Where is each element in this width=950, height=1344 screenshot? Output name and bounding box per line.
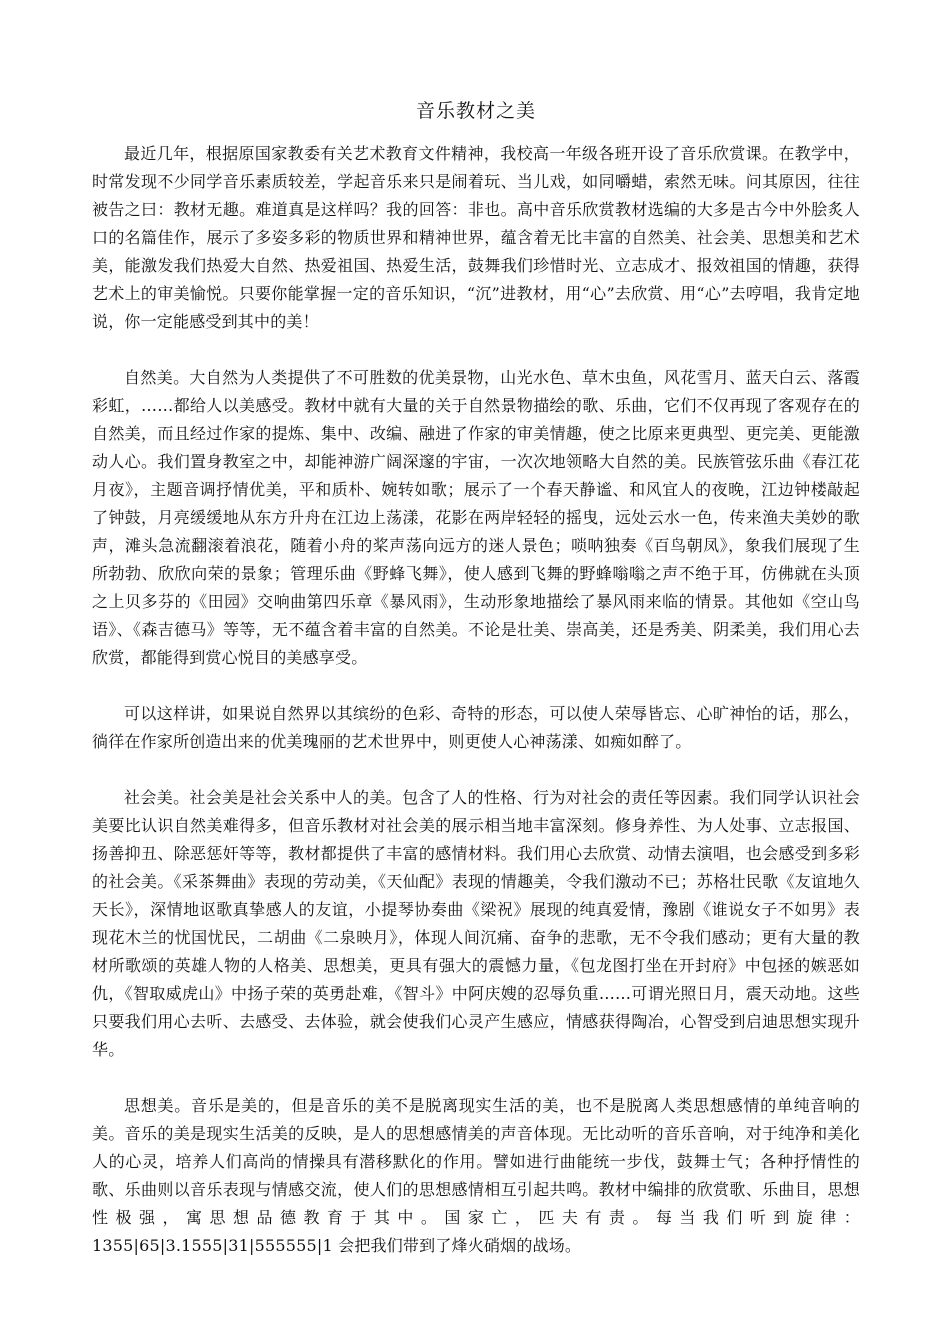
paragraph-thought-beauty: 思想美。音乐是美的，但是音乐的美不是脱离现实生活的美，也不是脱离人类思想感情的单纯音响的美。音乐的美是现实生活美的反映，是人的思想感情美的声音体现。无比动听的音乐音响，对于纯净和美化人的心灵，培养人们高尚的情操具有潜移默化的作用。譬如进行曲能统一步伐，鼓舞士气；各种抒情性的歌、乐曲则以音乐表现与情感交流，使人们的思想感情相互引起共鸣。教材中编排的欣赏歌、乐曲目，思想性极强，寓思想品德教育于其中。国家亡，匹夫有责。每当我们听到旋律：1355|65|3.1555|31|555555|1 会把我们带到了烽火硝烟的战场。 <box>92 1096 860 1255</box>
paragraph-art-world: 可以这样讲，如果说自然界以其缤纷的色彩、奇特的形态，可以使人荣辱皆忘、心旷神怡的话，那么，徜徉在作家所创造出来的优美瑰丽的艺术世界中，则更使人心神荡漾、如痴如醉了。 <box>92 704 860 751</box>
document-page <box>92 96 860 1288</box>
paragraph-social-beauty: 社会美。社会美是社会关系中人的美。包含了人的性格、行为对社会的责任等因素。我们同学认识社会美要比认识自然美难得多，但音乐教材对社会美的展示相当地丰富深刻。修身养性、为人处事、立志报国、扬善抑丑、除恶惩奸等等，教材都提供了丰富的感情材料。我们用心去欣赏、动情去演唱，也会感受到多彩的社会美。《采茶舞曲》表现的劳动美，《天仙配》表现的情趣美，令我们激动不已；苏格壮民歌《友谊地久天长》，深情地讴歌真挚感人的友谊，小提琴协奏曲《梁祝》展现的纯真爱情，豫剧《谁说女子不如男》表现花木兰的忧国忧民，二胡曲《二泉映月》，体现人间沉痛、奋争的悲歌，无不令我们感动；更有大量的教材所歌颂的英雄人物的人格美、思想美，更具有强大的震憾力量，《包龙图打坐在开封府》中包拯的嫉恶如仇，《智取威虎山》中扬子荣的英勇赴难，《智斗》中阿庆嫂的忍辱负重……可谓光照日月，震天动地。这些只要我们用心去听、去感受、去体验，就会使我们心灵产生感应，情感获得陶冶，心智受到启迪思想实现升华。 <box>92 788 860 1059</box>
document-title: 音乐教材之美 <box>415 100 536 122</box>
paragraph-intro: 最近几年，根据原国家教委有关艺术教育文件精神，我校高一年级各班开设了音乐欣赏课。在教学中，时常发现不少同学音乐素质较差，学起音乐来只是闹着玩、当儿戏，如同嚼蜡，索然无味。问其原因，往往被告之曰：教材无趣。难道真是这样吗？我的回答：非也。高中音乐欣赏教材选编的大多是古今中外脍炙人口的名篇佳作，展示了多姿多彩的物质世界和精神世界，蕴含着无比丰富的自然美、社会美、思想美和艺术美，能激发我们热爱大自然、热爱祖国、热爱生活，鼓舞我们珍惜时光、立志成才、报效祖国的情趣，获得艺术上的审美愉悦。只要你能掌握一定的音乐知识，“沉”进教材，用“心”去欣赏、用“心”去哼唱，我肯定地说，你一定能感受到其中的美！ <box>92 144 860 331</box>
paragraph-natural-beauty: 自然美。大自然为人类提供了不可胜数的优美景物，山光水色、草木虫鱼，风花雪月、蓝天白云、落霞彩虹，……都给人以美感受。教材中就有大量的关于自然景物描绘的歌、乐曲，它们不仅再现了客观存在的自然美，而且经过作家的提炼、集中、改编、融进了作家的审美情趣，使之比原来更典型、更完美、更能激动人心。我们置身教室之中，却能神游广阔深邃的宇宙，一次次地领略大自然的美。民族管弦乐曲《春江花月夜》，主题音调抒情优美，平和质朴、婉转如歌；展示了一个春天静谧、和风宜人的夜晚，江边钟楼敲起了钟鼓，月亮缓缓地从东方升舟在江边上荡漾，花影在两岸轻轻的摇曳，远处云水一色，传来渔夫美妙的歌声，滩头急流翻滚着浪花，随着小舟的桨声荡向远方的迷人景色；唢呐独奏《百鸟朝凤》，象我们展现了生所勃勃、欣欣向荣的景象；管理乐曲《野蜂飞舞》，使人感到飞舞的野蜂嗡嗡之声不绝于耳，仿佛就在头顶之上贝多芬的《田园》交响曲第四乐章《暴风雨》，生动形象地描绘了暴风雨来临的情景。其他如《空山鸟语》、《森吉德马》等等，无不蕴含着丰富的自然美。不论是壮美、崇高美，还是秀美、阴柔美，我们用心去欣赏，都能得到赏心悦目的美感享受。 <box>92 368 860 667</box>
